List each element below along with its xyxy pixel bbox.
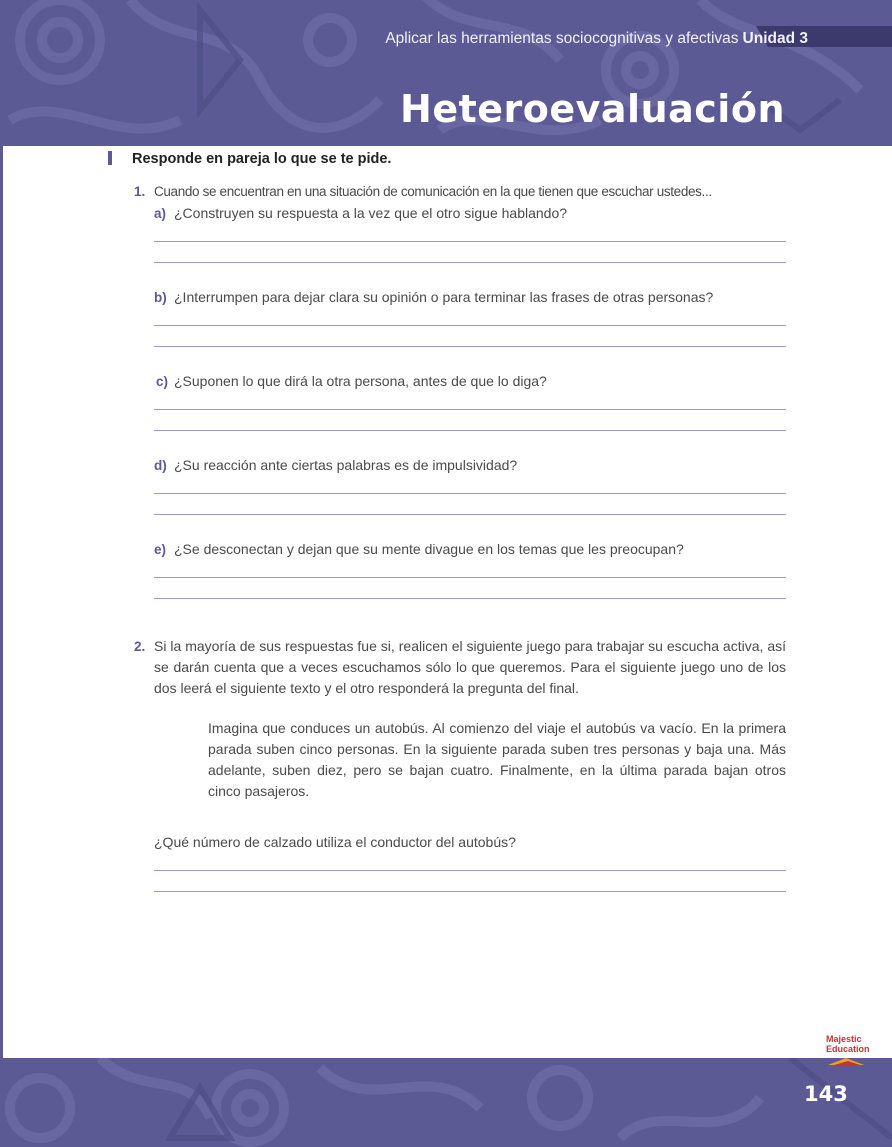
- item-b-letter: b): [154, 290, 167, 305]
- answer-line-c2[interactable]: [154, 430, 786, 431]
- question-2-text: Si la mayoría de sus respuestas fue si, realicen el siguiente juego para trabajar su escucha activa, así se darán cuenta que a veces escuchamos sólo lo que queremos. Para el siguiente juego uno de los dos leerá el siguiente texto y el otro responderá la pregunta del final.: [154, 638, 786, 696]
- final-question: ¿Qué número de calzado utiliza el conductor del autobús?: [154, 834, 516, 850]
- footer-band: [0, 1058, 892, 1147]
- answer-line-d1[interactable]: [154, 493, 786, 494]
- item-e-letter: e): [154, 542, 167, 557]
- section-mark: [108, 151, 112, 165]
- question-2-number: 2.: [134, 639, 146, 654]
- unit-label: Unidad 3: [742, 30, 808, 47]
- answer-line-e1[interactable]: [154, 577, 786, 578]
- page-title: Heteroevaluación: [400, 87, 785, 131]
- section-instruction: Responde en pareja lo que se te pide.: [132, 151, 392, 167]
- question-1-number: 1.: [134, 184, 146, 199]
- answer-line-e2[interactable]: [154, 598, 786, 599]
- item-d-letter: d): [154, 458, 167, 473]
- answer-line-d2[interactable]: [154, 514, 786, 515]
- item-b-text: ¿Interrumpen para dejar clara su opinión o para terminar las frases de otras personas?: [174, 289, 714, 305]
- item-c-letter: c): [156, 374, 169, 389]
- footer-pattern: [0, 1058, 892, 1147]
- header-subtitle: [385, 29, 808, 49]
- left-edge-stripe: [0, 146, 3, 1058]
- answer-line-final-1[interactable]: [154, 870, 786, 871]
- logo-line-2: Education: [826, 1044, 870, 1054]
- item-e-text: ¿Se desconectan y dejan que su mente divague en los temas que les preocupan?: [174, 541, 684, 557]
- answer-line-b1[interactable]: [154, 325, 786, 326]
- item-a-text: ¿Construyen su respuesta a la vez que el otro sigue hablando?: [174, 205, 568, 221]
- publisher-logo: [826, 1034, 888, 1072]
- answer-line-b2[interactable]: [154, 346, 786, 347]
- item-a-letter: a): [154, 206, 167, 221]
- header-subtitle-text: Aplicar las herramientas sociocognitivas y afectivas: [385, 30, 739, 47]
- page-number: 143: [804, 1082, 848, 1106]
- question-1-text: Cuando se encuentran en una situación de comunicación en la que tienen que escuchar ustedes...: [154, 184, 712, 199]
- logo-swoosh-icon: [826, 1057, 866, 1067]
- story-paragraph: Imagina que conduces un autobús. Al comienzo del viaje el autobús va vacío. En la primera parada suben cinco personas. En la siguiente parada suben tres personas y baja una. Más adelante, suben diez, pero se bajan cuatro. Finalmente, en la última parada bajan otros cinco pasajeros.: [208, 720, 786, 799]
- answer-line-a2[interactable]: [154, 262, 786, 263]
- answer-line-final-2[interactable]: [154, 891, 786, 892]
- answer-line-c1[interactable]: [154, 409, 786, 410]
- answer-line-a1[interactable]: [154, 241, 786, 242]
- logo-line-1: Majestic: [826, 1034, 862, 1044]
- item-d-text: ¿Su reacción ante ciertas palabras es de impulsividad?: [174, 457, 518, 473]
- item-c-text: ¿Suponen lo que dirá la otra persona, antes de que lo diga?: [174, 373, 547, 389]
